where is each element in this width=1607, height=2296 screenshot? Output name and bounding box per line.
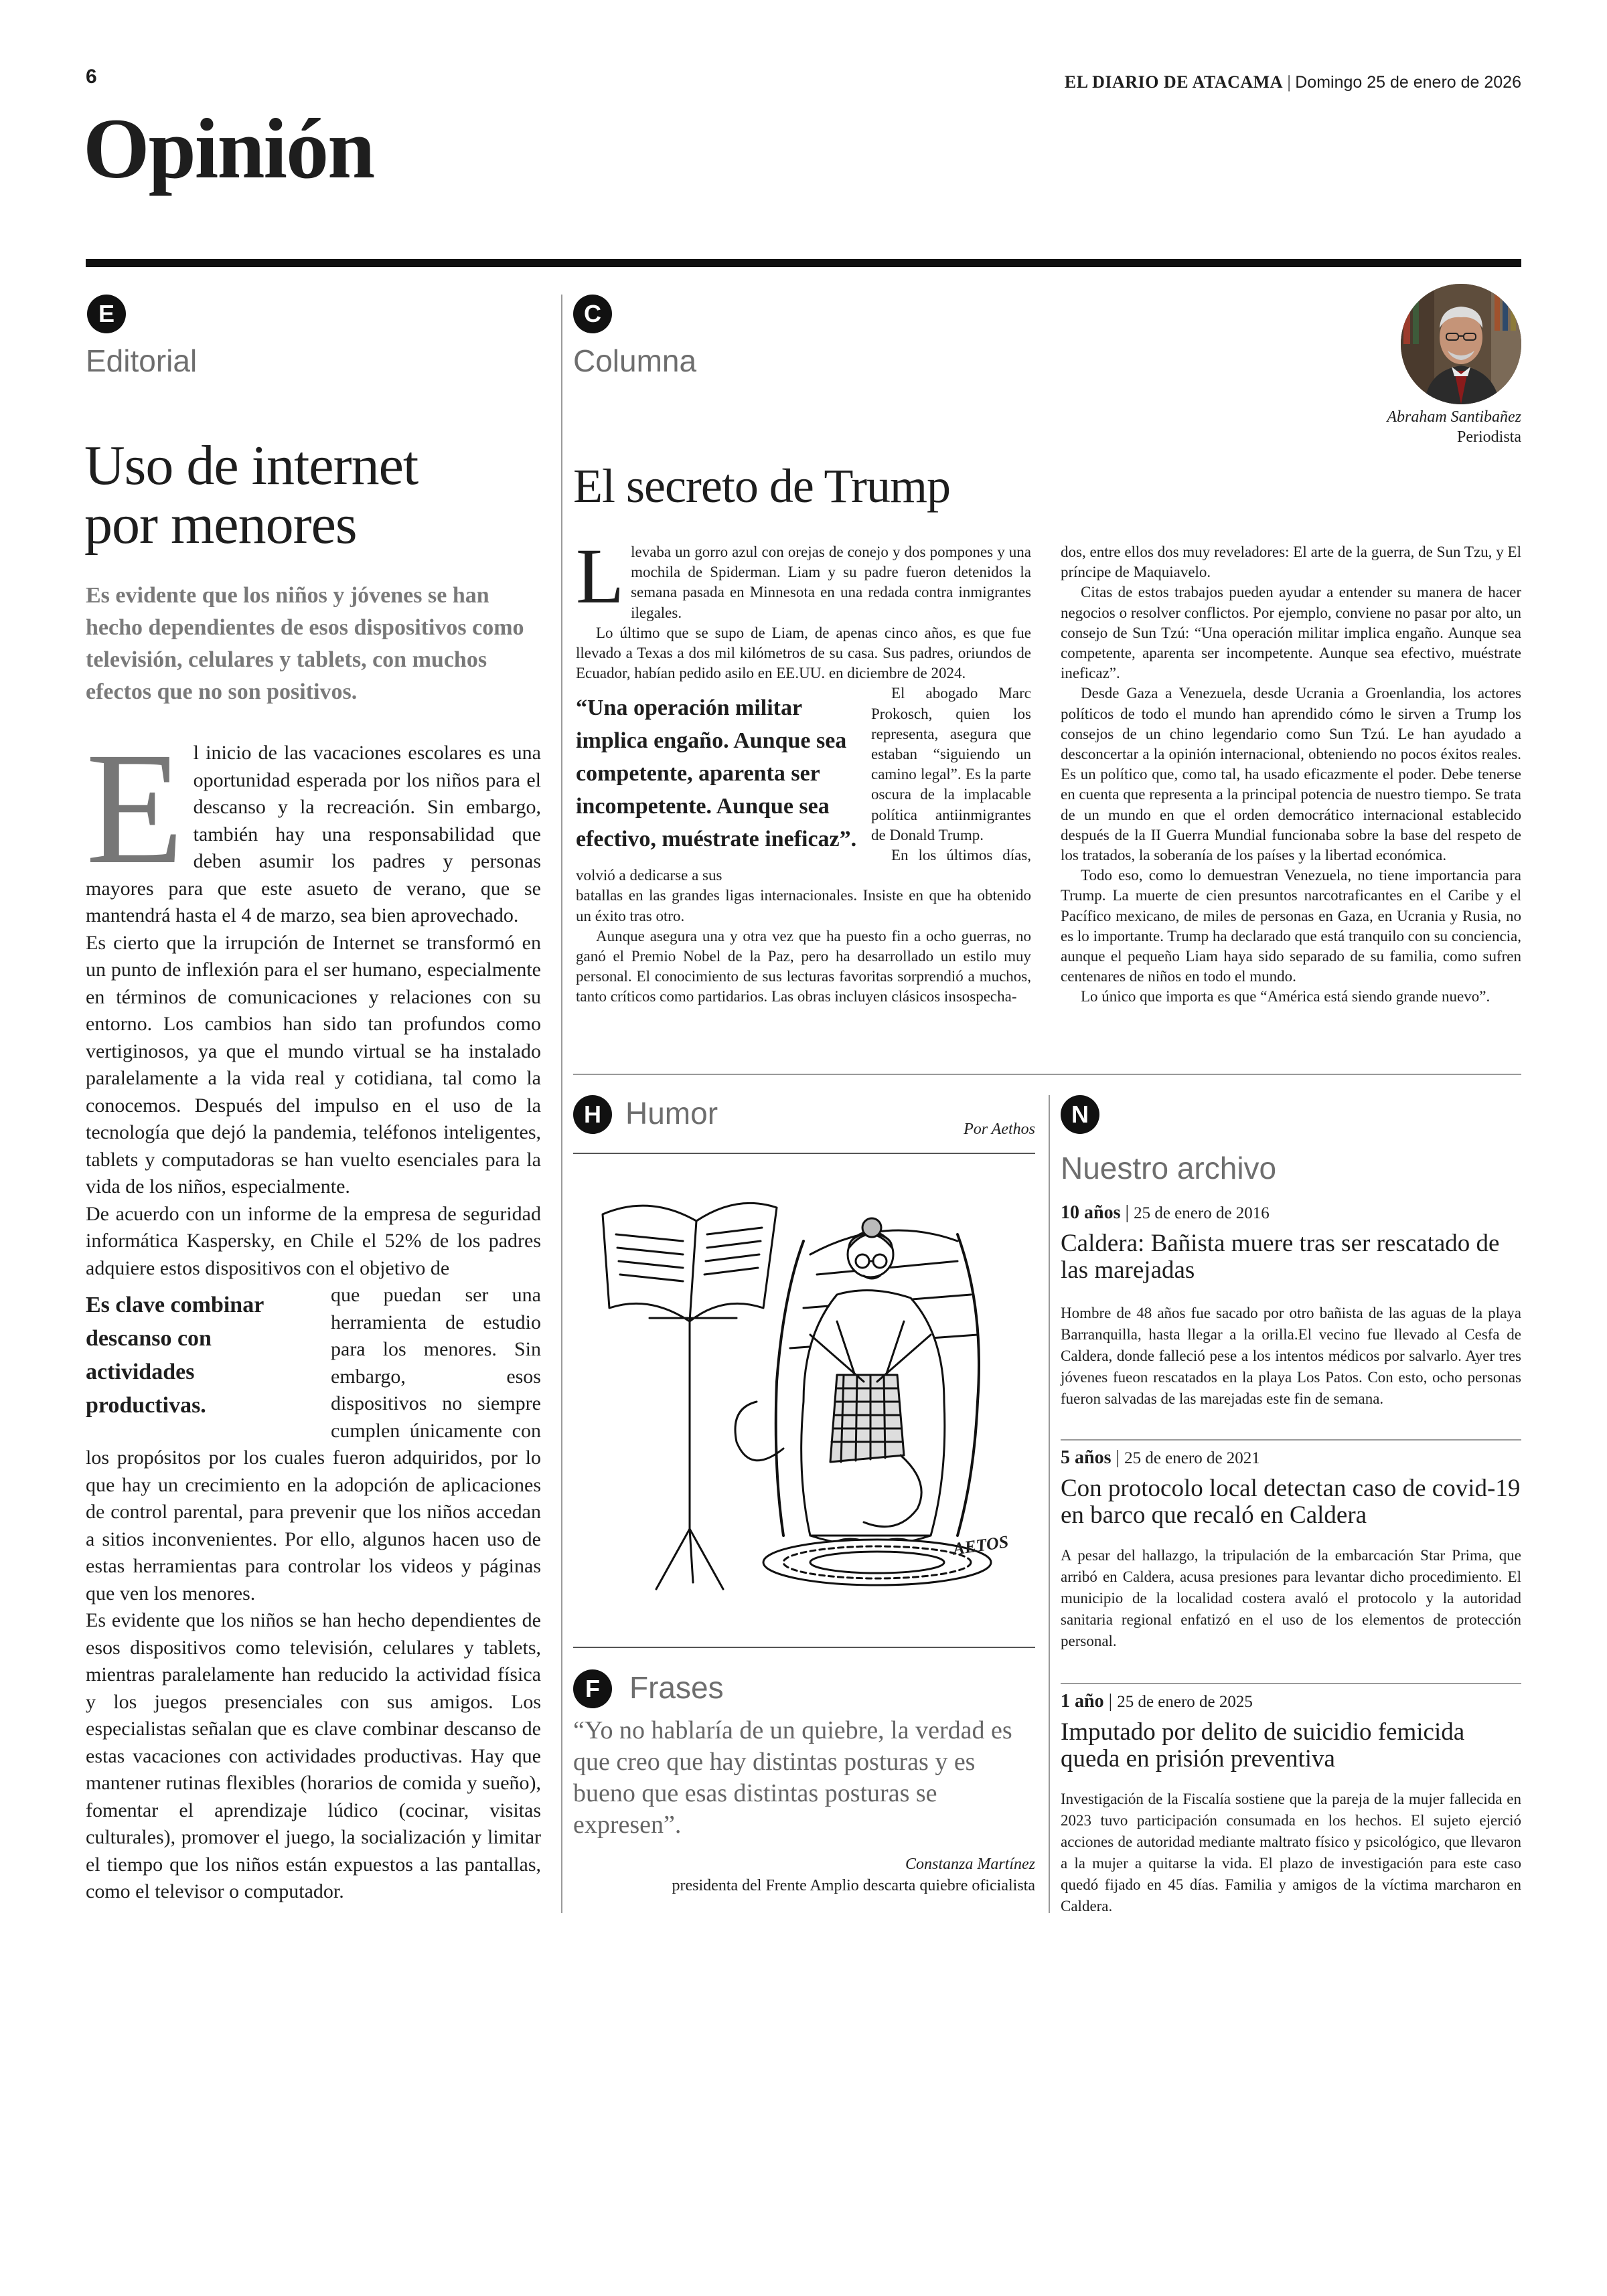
humor-byline: Por Aethos [964, 1121, 1035, 1138]
editorial-paragraph-4: Es evidente que los niños se han hecho dependientes de esos dispositivos como televisión, celulares y tablets, mientras paralelamente han reducido la actividad física y los juegos presenciales con sus amigos. Los especialistas señalan que es clave combinar descanso de estas vacaciones con actividades productivas. Hay que mantener rutinas flexibles (horarios de comida y sueño), fomentar el aprendizaje lúdico (cocinar, visitas culturales), promover el juego, la socialización y limitar el tiempo que los niños están expuestos a las pantallas, como el televisor o computador. [86, 1609, 541, 1902]
humor-badge: H [573, 1095, 612, 1134]
column-headline: El secreto de Trump [573, 459, 950, 513]
editorial-paragraph-3b: que puedan ser una herramienta de estudio para los menores. Sin embargo, esos dispositivos no siempre cumplen únicamente con los propósitos por los cuales fueron adquiridos, por lo que hay un crecimiento en la adopción de aplicaciones de control parental, para prevenir que los niños accedan a sitios inconvenientes. Por ello, algunos hacen uso de estas herramientas para controlar los videos y páginas que ven los menores. [86, 1284, 541, 1605]
column-divider-right [1049, 1095, 1050, 1913]
column-paragraph-4a: En los últimos días, volvió a dedicarse a sus [576, 847, 1031, 884]
column-paragraph-9: Todo eso, como lo demuestran Venezuela, no tiene importancia para Trump. La muerte de cien presuntos narcotraficantes en el Caribe y el Pacífico mexicano, de miles de personas en Gaza, en Ucrania y Rusia, no es lo importante. Trump ha declarado que está tranquilo con su conciencia, aunque el pequeño Liam haya sido separado de su familia, como sufren centenares de niños en todo el mundo. [1061, 867, 1521, 985]
archive-item-3: 1 año | 25 de enero de 2025 Imputado por delito de suicidio femicida queda en prisión preventiva Investigación de la Fiscalía sostiene que la pareja de la mujer fallecida en 2023 tuvo participación consumada en los hechos. El sujeto ejerció acciones de autoridad mediante maltrato físico y psicológico, que llevaron a la mujer a quitarse la vida. El plazo de investigación para este caso quedó fijado en 45 días. Familia y amigos de la víctima marcharon en Caldera. [1061, 1691, 1521, 1917]
cartoon-signature: AETOS [951, 1532, 1010, 1559]
frases-badge: F [573, 1669, 612, 1708]
column-bottom-rule [573, 1074, 1521, 1075]
archive-date: 25 de enero de 2016 [1134, 1204, 1270, 1222]
humor-kicker: Humor [625, 1096, 718, 1131]
masthead [1065, 72, 1521, 92]
editorial-headline-line2: por menores [84, 493, 357, 556]
author-role: Periodista [1457, 428, 1521, 446]
column-paragraph-4b: batallas en las grandes ligas internacionales. Insiste en que ha obtenido un éxito tras otro. [576, 887, 1031, 924]
archive-headline: Con protocolo local detectan caso de covid-19 en barco que recaló en Caldera [1061, 1475, 1521, 1529]
editorial-headline-line1: Uso de internet [84, 434, 418, 497]
editorial-headline [84, 436, 418, 554]
column-paragraph-7: Citas de estos trabajos pueden ayudar a entender su manera de hacer negocios o resolver conflictos. Por ejemplo, conviene no pasar por alto, un consejo de Sun Tzú: “Una operación militar implica engaño. Aunque sea competente, aparenta ser incompetente. Aunque sea efectivo, muéstrate ineficaz”. [1061, 584, 1521, 682]
editorial-deck: Es evidente que los niños y jóvenes se han hecho dependientes de esos dispositivos como televisión, celulares y tablets, con muchos efectos que no son positivos. [86, 583, 524, 704]
archive-body: Hombre de 48 años fue sacado por otro bañista de las aguas de la playa Barranquilla, hasta llegar a la orilla.El vecino fue llevado al Cesfa de Caldera, donde falleció pese a los intentos médicos por salvarlo. Ayer tres jóvenes fueon rescatados en la playa Los Patos. Con esto, ocho personas fueron salvadas de las marejadas este fin de semana. [1061, 1305, 1521, 1407]
archive-badge: N [1061, 1095, 1099, 1134]
humor-cartoon [583, 1161, 1035, 1596]
archive-years: 1 año [1061, 1691, 1104, 1712]
archive-separator-2 [1061, 1683, 1521, 1684]
masthead-separator: | [1287, 72, 1296, 92]
knitting-grandmother-illustration [583, 1161, 1035, 1596]
editorial-pull-quote: Es clave combinar descanso con actividades productivas. [86, 1293, 264, 1418]
section-title: Opinión [83, 101, 374, 196]
archive-item-1: 10 años | 25 de enero de 2016 Caldera: Bañista muere tras ser rescatado de las marejadas Hombre de 48 años fue sacado por otro bañista de las aguas de la playa Barranquilla, hasta llegar a la orilla.El vecino fue llevado al Cesfa de Caldera, donde falleció pese a los intentos médicos por salvarlo. Ayer tres jóvenes fueon rescatados en la playa Los Patos. Con esto, ocho personas fueron salvadas de las marejadas este fin de semana. [1061, 1202, 1521, 1410]
column-paragraph-1: levaba un gorro azul con orejas de conejo y dos pompones y una mochila de Spiderman. Liam y su padre fueron detenidos la semana pasada en Minnesota en una redada contra inmigrantes ilegales. [631, 544, 1031, 621]
frases-kicker: Frases [629, 1670, 724, 1705]
author-portrait-icon [1401, 284, 1521, 404]
column-paragraph-3: El abogado Marc Prokosch, quien los representa, asegura que estaban “siguiendo un camino legal”. Es la parte oscura de la implacable política antiinmigrantes de Donald Trump. [871, 685, 1031, 843]
archive-years: 10 años [1061, 1202, 1121, 1223]
newspaper-name: EL DIARIO DE ATACAMA [1064, 72, 1284, 92]
archive-headline: Caldera: Bañista muere tras ser rescatado de las marejadas [1061, 1230, 1500, 1284]
editorial-paragraph-2: Es cierto que la irrupción de Internet se transformó en un punto de inflexión para el ser humano, especialmente en términos de comunicaciones y relaciones con su entorno. Los cambios han sido tan profundos como vertiginosos, ya que el mundo virtual se ha instalado paralelamente a la vida real y cotidiana, tal como la conocemos. Después del impulso en el uso de la tecnología que dejó la pandemia, teléfonos inteligentes, tablets y computadoras se han vuelto esenciales para la vida de los niños, especialmente. [86, 931, 541, 1198]
column-divider-left [561, 295, 562, 1913]
frases-quote: “Yo no hablaría de un quiebre, la verdad es que creo que hay distintas posturas y es bueno que esas distintas posturas se expresen”. [573, 1716, 1012, 1839]
frases-top-rule [573, 1647, 1035, 1648]
column-pull-quote: “Una operación militar implica engaño. Aunque sea competente, aparenta ser incompetente. Aunque sea efectivo, muéstrate ineficaz”. [576, 695, 857, 852]
column-kicker: Columna [573, 343, 697, 378]
editorial-paragraph-1: l inicio de las vacaciones escolares es una oportunidad esperada por los niños para el descanso y la recreación. Sin embargo, también hay una responsabilidad que deben asumir los padres y personas mayores para que este asueto de verano, que se mantendrá hasta el 4 de marzo, sea bien aprovechado. [86, 742, 541, 926]
archive-date: 25 de enero de 2025 [1117, 1693, 1253, 1711]
column-paragraph-6: dos, entre ellos dos muy reveladores: El arte de la guerra, de Sun Tzu, y El príncipe de Maquiavelo. [1061, 544, 1521, 581]
frases-caption: presidenta del Frente Amplio descarta quiebre oficialista [672, 1877, 1035, 1894]
column-paragraph-5: Aunque asegura una y otra vez que ha puesto fin a ocho guerras, no ganó el Premio Nobel de la Paz, pero ha desarrollado un estilo muy personal. El conocimiento de sus lecturas favoritas sorprendió a muchos, tanto críticos como partidarios. Las obras incluyen clásicos insospecha- [576, 927, 1031, 1005]
editorial-badge: E [87, 295, 126, 333]
archive-body: A pesar del hallazgo, la tripulación de la embarcación Star Prima, que arribó en Caldera, acusa presiones para levantar dicho procedimiento. El municipio de la localidad costera avaló el protocolo y la autoridad sanitaria regional enfatizó en el uso de los elementos de protección personal. [1061, 1547, 1521, 1649]
column-body-right [1061, 542, 1521, 1051]
author-photo [1401, 284, 1521, 404]
archive-headline: Imputado por delito de suicidio femicida queda en prisión preventiva [1061, 1718, 1465, 1773]
archive-date: 25 de enero de 2021 [1124, 1449, 1260, 1467]
archive-separator-1 [1061, 1439, 1521, 1441]
column-dropcap: L [576, 542, 625, 620]
column-paragraph-2: Lo último que se supo de Liam, de apenas cinco años, es que fue llevado a Texas a dos mil kilómetros de su casa. Sus padres, oriundos de Ecuador, habían pedido asilo en EE.UU. en diciembre de 2024. [576, 624, 1031, 682]
humor-top-rule [573, 1153, 1035, 1154]
issue-date: Domingo 25 de enero de 2026 [1295, 73, 1521, 92]
editorial-dropcap: E [86, 719, 184, 897]
column-body-left [576, 542, 1031, 1051]
archive-kicker: Nuestro archivo [1061, 1151, 1277, 1185]
column-paragraph-10: Lo único que importa es que “América está siendo grande nuevo”. [1081, 988, 1490, 1005]
top-rule [86, 259, 1521, 267]
author-name: Abraham Santibañez [1387, 408, 1521, 426]
archive-years: 5 años [1061, 1447, 1112, 1468]
archive-item-2: 5 años | 25 de enero de 2021 Con protocolo local detectan caso de covid-19 en barco que recaló en Caldera A pesar del hallazgo, la tripulación de la embarcación Star Prima, que arribó en Caldera, acusa presiones para levantar dicho procedimiento. El municipio de la localidad costera avaló el protocolo y la autoridad sanitaria regional enfatizó en el uso de los elementos de protección personal. [1061, 1447, 1521, 1652]
editorial-body [86, 719, 541, 1906]
editorial-kicker: Editorial [86, 343, 198, 378]
frases-author: Constanza Martínez [905, 1856, 1035, 1873]
column-badge: C [573, 295, 612, 333]
page-number: 6 [86, 66, 97, 88]
editorial-paragraph-3a: De acuerdo con un informe de la empresa de seguridad informática Kaspersky, en Chile el 52% de los padres adquiere estos dispositivos con el objetivo de [86, 1202, 541, 1279]
archive-body: Investigación de la Fiscalía sostiene que la pareja de la mujer fallecida en 2023 tuvo participación consumada en los hechos. El sujeto ejerció acciones de autoridad mediante maltrato físico y psicológico, que llevaron a la mujer a quitarse la vida. El plazo de investigación para este caso quedó fijado en 45 días. Familia y amigos de la víctima marcharon en Caldera. [1061, 1791, 1521, 1914]
column-paragraph-8: Desde Gaza a Venezuela, desde Ucrania a Groenlandia, los actores políticos de todo el mundo han aprendido cómo le sirven a Trump los consejos de un chino legendario como Sun Tzú. Le han ayudado a desconcertar a la opinión internacional, obteniendo no pocos éxitos reales. Es un político que, como tal, ha usado eficazmente el poder. Debe tenerse en cuenta que representa a la principal potencia de nuestro tiempo. Se trata de un mundo en que el orden democrático internacional establecido después de la II Guerra Mundial funcionaba sobre la base del respeto de los tratados, la soberanía de los países y la libertad económica. [1061, 685, 1521, 864]
